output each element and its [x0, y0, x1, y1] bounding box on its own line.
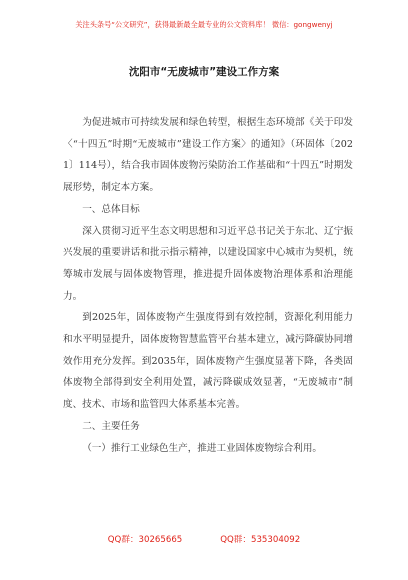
footer-qq-group-2: QQ群：535304092 [220, 535, 301, 545]
footer-qq-group-1: QQ群：30265665 [107, 535, 183, 545]
document-body [63, 112, 353, 459]
intro-paragraph: 为促进城市可持续发展和绿色转型，根据生态环境部《关于印发〈“十四五”时期“无废城市”建设工作方案〉的通知》（环固体〔2021〕114号），结合我市固体废物污染防治工作基础和“十四五”时期发展形势，制定本方案。 [63, 117, 353, 194]
document-title: 沈阳市“无废城市”建设工作方案 [128, 66, 280, 78]
task-item-1: （一）推行工业绿色生产，推进工业固体废物综合利用。 [82, 442, 323, 454]
footer-qq-groups [0, 533, 408, 545]
section-heading-overall-goal: 一、总体目标 [82, 203, 140, 215]
section-heading-main-tasks: 二、主要任务 [82, 420, 140, 432]
targets-paragraph: 到2025年，固体废物产生强度得到有效控制，资源化利用能力和水平明显提升，固体废物智慧监管平台基本建立，减污降碳协同增效作用充分发挥。到2035年，固体废物产生强度显著下降，各类固体废物全部得到安全利用处置，减污降碳成效显著，“无废城市”制度、技术、市场和监管四大体系基本完善。 [63, 312, 353, 411]
goal-paragraph: 深入贯彻习近平生态文明思想和习近平总书记关于东北、辽宁振兴发展的重要讲话和批示指示精神，以建设国家中心城市为契机，统筹城市发展与固体废物管理，推进提升固体废物治理体系和治理能力。 [63, 225, 353, 302]
header-promo-note: 关注头条号“公文研究”，获得最新最全最专业的公文资料库！ 微信：gongwenyj [75, 20, 333, 29]
